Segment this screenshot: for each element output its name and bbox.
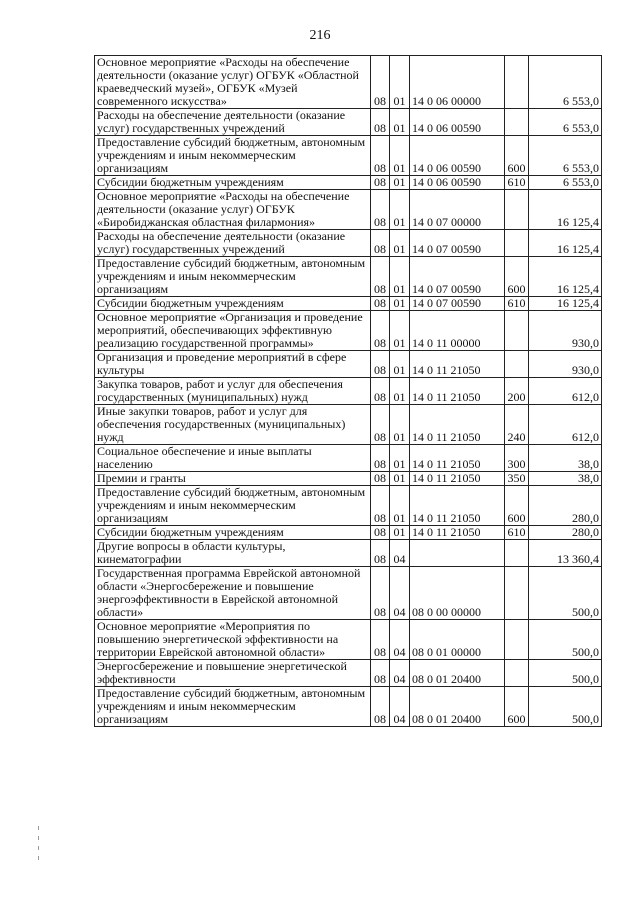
row-name-cell: Субсидии бюджетным учреждениям — [95, 526, 371, 540]
row-name-cell: Предоставление субсидий бюджетным, автономным учреждениям и иным некоммерческим организациям — [95, 136, 371, 176]
subsection-code-cell: 04 — [390, 660, 410, 687]
subsection-code-cell: 04 — [390, 687, 410, 727]
subsection-code-cell: 04 — [390, 567, 410, 620]
subsection-code-cell: 01 — [390, 136, 410, 176]
table-row — [95, 109, 602, 136]
table-row — [95, 230, 602, 257]
page-number: 216 — [309, 28, 331, 43]
target-article-cell: 08 0 01 00000 — [410, 620, 505, 660]
table-row — [95, 472, 602, 486]
section-code-cell: 08 — [371, 472, 390, 486]
expense-type-cell — [505, 567, 529, 620]
subsection-code-cell: 01 — [390, 190, 410, 230]
target-article-cell: 08 0 01 20400 — [410, 687, 505, 727]
amount-cell: 16 125,4 — [529, 190, 602, 230]
subsection-code-cell: 01 — [390, 297, 410, 311]
target-article-cell: 14 0 06 00590 — [410, 109, 505, 136]
amount-cell: 6 553,0 — [529, 176, 602, 190]
expense-type-cell — [505, 190, 529, 230]
table-row — [95, 190, 602, 230]
subsection-code-cell: 01 — [390, 486, 410, 526]
subsection-code-cell: 01 — [390, 351, 410, 378]
row-name-cell: Премии и гранты — [95, 472, 371, 486]
table-row — [95, 297, 602, 311]
table-row — [95, 526, 602, 540]
subsection-code-cell: 01 — [390, 230, 410, 257]
amount-cell: 280,0 — [529, 526, 602, 540]
target-article-cell: 14 0 11 21050 — [410, 486, 505, 526]
amount-cell: 930,0 — [529, 311, 602, 351]
expense-type-cell — [505, 620, 529, 660]
table-row — [95, 620, 602, 660]
section-code-cell: 08 — [371, 297, 390, 311]
expense-type-cell — [505, 351, 529, 378]
target-article-cell: 14 0 11 21050 — [410, 472, 505, 486]
section-code-cell: 08 — [371, 190, 390, 230]
amount-cell: 16 125,4 — [529, 297, 602, 311]
amount-cell: 6 553,0 — [529, 136, 602, 176]
subsection-code-cell: 01 — [390, 257, 410, 297]
target-article-cell: 14 0 11 00000 — [410, 311, 505, 351]
table-row — [95, 56, 602, 109]
section-code-cell: 08 — [371, 660, 390, 687]
row-name-cell: Субсидии бюджетным учреждениям — [95, 297, 371, 311]
section-code-cell: 08 — [371, 176, 390, 190]
row-name-cell: Закупка товаров, работ и услуг для обеспечения государственных (муниципальных) нужд — [95, 378, 371, 405]
section-code-cell: 08 — [371, 257, 390, 297]
amount-cell: 500,0 — [529, 567, 602, 620]
amount-cell: 612,0 — [529, 378, 602, 405]
section-code-cell: 08 — [371, 445, 390, 472]
expense-type-cell — [505, 56, 529, 109]
section-code-cell: 08 — [371, 230, 390, 257]
subsection-code-cell: 01 — [390, 445, 410, 472]
table-row — [95, 405, 602, 445]
table-row — [95, 687, 602, 727]
row-name-cell: Субсидии бюджетным учреждениям — [95, 176, 371, 190]
subsection-code-cell: 01 — [390, 311, 410, 351]
row-name-cell: Основное мероприятие «Организация и проведение мероприятий, обеспечивающих эффективную реализацию государственной программы» — [95, 311, 371, 351]
amount-cell: 16 125,4 — [529, 230, 602, 257]
amount-cell: 500,0 — [529, 660, 602, 687]
row-name-cell: Предоставление субсидий бюджетным, автономным учреждениям и иным некоммерческим организациям — [95, 257, 371, 297]
table-row — [95, 176, 602, 190]
target-article-cell: 14 0 06 00000 — [410, 56, 505, 109]
subsection-code-cell: 01 — [390, 526, 410, 540]
table-row — [95, 351, 602, 378]
target-article-cell: 14 0 06 00590 — [410, 176, 505, 190]
table-row — [95, 311, 602, 351]
section-code-cell: 08 — [371, 540, 390, 567]
row-name-cell: Социальное обеспечение и иные выплаты населению — [95, 445, 371, 472]
amount-cell: 13 360,4 — [529, 540, 602, 567]
expense-type-cell: 600 — [505, 486, 529, 526]
expense-type-cell — [505, 311, 529, 351]
expense-type-cell — [505, 230, 529, 257]
target-article-cell: 14 0 06 00590 — [410, 136, 505, 176]
expense-type-cell: 600 — [505, 257, 529, 297]
expense-type-cell: 610 — [505, 297, 529, 311]
table-row — [95, 257, 602, 297]
expense-type-cell: 600 — [505, 136, 529, 176]
amount-cell: 500,0 — [529, 620, 602, 660]
target-article-cell: 14 0 11 21050 — [410, 378, 505, 405]
budget-table-body — [95, 56, 602, 727]
amount-cell: 38,0 — [529, 472, 602, 486]
target-article-cell: 14 0 11 21050 — [410, 445, 505, 472]
section-code-cell: 08 — [371, 351, 390, 378]
expense-type-cell: 610 — [505, 526, 529, 540]
section-code-cell: 08 — [371, 486, 390, 526]
row-name-cell: Иные закупки товаров, работ и услуг для обеспечения государственных (муниципальных) нужд — [95, 405, 371, 445]
target-article-cell: 14 0 07 00590 — [410, 297, 505, 311]
amount-cell: 280,0 — [529, 486, 602, 526]
subsection-code-cell: 01 — [390, 405, 410, 445]
target-article-cell: 14 0 07 00000 — [410, 190, 505, 230]
target-article-cell: 08 0 00 00000 — [410, 567, 505, 620]
amount-cell: 500,0 — [529, 687, 602, 727]
table-row — [95, 540, 602, 567]
target-article-cell: 14 0 11 21050 — [410, 405, 505, 445]
row-name-cell: Энергосбережение и повышение энергетической эффективности — [95, 660, 371, 687]
row-name-cell: Организация и проведение мероприятий в сфере культуры — [95, 351, 371, 378]
amount-cell: 38,0 — [529, 445, 602, 472]
row-name-cell: Предоставление субсидий бюджетным, автономным учреждениям и иным некоммерческим организациям — [95, 687, 371, 727]
section-code-cell: 08 — [371, 567, 390, 620]
target-article-cell: 14 0 07 00590 — [410, 257, 505, 297]
table-row — [95, 378, 602, 405]
expense-type-cell: 610 — [505, 176, 529, 190]
subsection-code-cell: 01 — [390, 56, 410, 109]
expense-type-cell: 600 — [505, 687, 529, 727]
subsection-code-cell: 04 — [390, 540, 410, 567]
table-row — [95, 660, 602, 687]
target-article-cell: 14 0 07 00590 — [410, 230, 505, 257]
subsection-code-cell: 01 — [390, 472, 410, 486]
budget-table — [94, 55, 602, 727]
target-article-cell: 14 0 11 21050 — [410, 351, 505, 378]
section-code-cell: 08 — [371, 620, 390, 660]
table-row — [95, 567, 602, 620]
subsection-code-cell: 01 — [390, 109, 410, 136]
section-code-cell: 08 — [371, 687, 390, 727]
amount-cell: 16 125,4 — [529, 257, 602, 297]
row-name-cell: Расходы на обеспечение деятельности (оказание услуг) государственных учреждений — [95, 109, 371, 136]
section-code-cell: 08 — [371, 526, 390, 540]
table-row — [95, 486, 602, 526]
expense-type-cell: 300 — [505, 445, 529, 472]
row-name-cell: Государственная программа Еврейской автономной области «Энергосбережение и повышение энергоэффективности в Еврейской автономной области» — [95, 567, 371, 620]
subsection-code-cell: 04 — [390, 620, 410, 660]
section-code-cell: 08 — [371, 136, 390, 176]
section-code-cell: 08 — [371, 311, 390, 351]
row-name-cell: Основное мероприятие «Расходы на обеспечение деятельности (оказание услуг) ОГБУК «Областной краеведческий музей», ОГБУК «Музей современного искусства» — [95, 56, 371, 109]
expense-type-cell: 350 — [505, 472, 529, 486]
section-code-cell: 08 — [371, 56, 390, 109]
expense-type-cell: 240 — [505, 405, 529, 445]
subsection-code-cell: 01 — [390, 378, 410, 405]
row-name-cell: Расходы на обеспечение деятельности (оказание услуг) государственных учреждений — [95, 230, 371, 257]
table-row — [95, 136, 602, 176]
expense-type-cell — [505, 660, 529, 687]
scan-artifact-marks — [38, 820, 42, 880]
section-code-cell: 08 — [371, 405, 390, 445]
row-name-cell: Предоставление субсидий бюджетным, автономным учреждениям и иным некоммерческим организациям — [95, 486, 371, 526]
amount-cell: 930,0 — [529, 351, 602, 378]
section-code-cell: 08 — [371, 109, 390, 136]
expense-type-cell: 200 — [505, 378, 529, 405]
expense-type-cell — [505, 540, 529, 567]
target-article-cell: 14 0 11 21050 — [410, 526, 505, 540]
row-name-cell: Другие вопросы в области культуры, кинематографии — [95, 540, 371, 567]
amount-cell: 612,0 — [529, 405, 602, 445]
amount-cell: 6 553,0 — [529, 109, 602, 136]
row-name-cell: Основное мероприятие «Расходы на обеспечение деятельности (оказание услуг) ОГБУК «Биробиджанская областная филармония» — [95, 190, 371, 230]
target-article-cell: 08 0 01 20400 — [410, 660, 505, 687]
subsection-code-cell: 01 — [390, 176, 410, 190]
row-name-cell: Основное мероприятие «Мероприятия по повышению энергетической эффективности на территории Еврейской автономной области» — [95, 620, 371, 660]
table-row — [95, 445, 602, 472]
section-code-cell: 08 — [371, 378, 390, 405]
target-article-cell — [410, 540, 505, 567]
amount-cell: 6 553,0 — [529, 56, 602, 109]
expense-type-cell — [505, 109, 529, 136]
